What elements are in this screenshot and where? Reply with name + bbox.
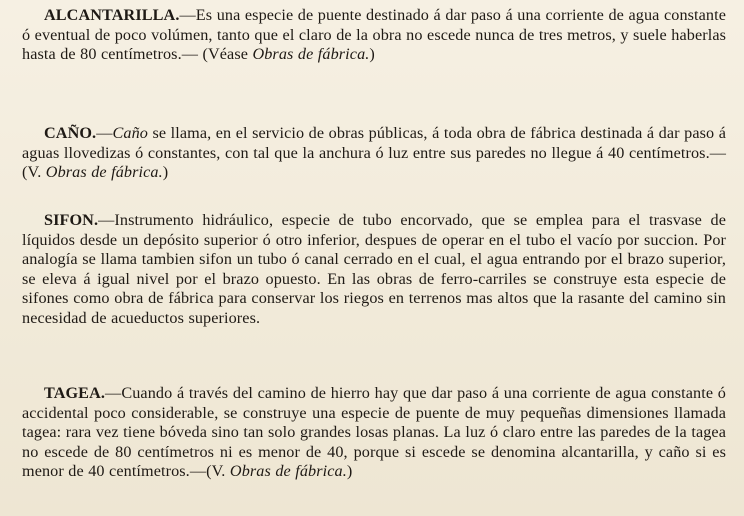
entry-reference-tail: ) — [346, 462, 353, 481]
entry-reference-tail: ) — [162, 163, 169, 182]
entry-body: Es una especie de puente destinado á dar paso á una corriente de agua constante ó eventual de poco volúmen, tanto que el claro de la obra no escede nunca de tres metros, y suele haberlas hasta de 80 centímetros.— (Véase — [22, 6, 726, 64]
entry-tagea — [22, 384, 726, 482]
entry-alcantarilla — [22, 6, 726, 65]
entry-cano — [22, 124, 726, 183]
entry-separator: — — [98, 211, 115, 229]
entry-reference-tail: ) — [369, 45, 375, 64]
entry-reference: Obras de fábrica. — [45, 163, 163, 182]
entry-body: se llama, en el servicio de obras públicas, á toda obra de fábrica destinada á dar paso á aguas llovedizas ó constantes, con tal que la anchura ó luz entre sus paredes no llegue á 40 centímetros.—(V. — [22, 124, 726, 182]
entry-separator: — — [105, 384, 122, 402]
entry-separator: — — [96, 124, 113, 142]
entry-sifon — [22, 211, 726, 329]
entry-term: SIFON. — [44, 211, 99, 229]
entry-separator: — — [179, 6, 196, 24]
entry-term: TAGEA. — [44, 384, 106, 402]
entry-reference: Obras de fábrica. — [252, 45, 370, 64]
entry-body: Instrumento hidráulico, especie de tubo encorvado, que se emplea para el trasvase de líquidos desde un depósito superior ó otro inferior, despues de operar en el tubo el vacío por succion. Por analogía se llama tambien sifon un tubo ó canal cerrado en el cual, el agua entrando por el brazo superior, se eleva á igual nivel por el brazo opuesto. En las obras de ferro-carriles se construye esta especie de sifones como obra de fábrica para conservar los riegos en terrenos mas altos que la rasante del camino sin necesidad de acueductos superiores. — [22, 211, 726, 327]
entry-body: Cuando á través del camino de hierro hay que dar paso á una corriente de agua constante ó accidental poco considerable, se construye una especie de puente de muy pequeñas dimensiones llamada tagea: rara vez tiene bóveda sino tan solo grandes losas planas. La luz ó claro entre las paredes de la tagea no escede de 80 centímetros ni es menor de 40, porque si escede se denomina alcantarilla, y caño si es menor de 40 centímetros.—(V. — [22, 384, 726, 481]
entry-term: CAÑO. — [44, 124, 97, 142]
entry-reference: Obras de fábrica. — [229, 462, 347, 481]
entry-lead-italic: Caño — [112, 124, 148, 142]
entry-term: ALCANTARILLA. — [44, 6, 180, 24]
